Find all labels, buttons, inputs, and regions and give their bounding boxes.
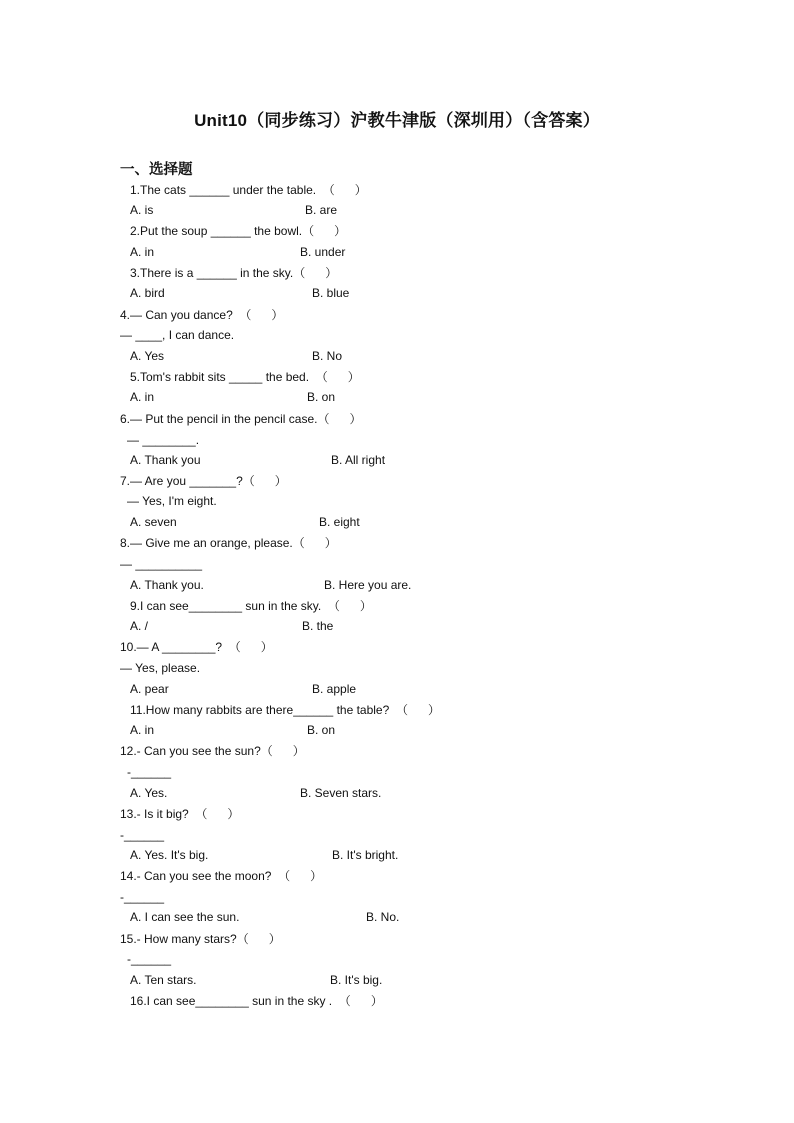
option-a: A. Yes. <box>130 786 168 800</box>
option-a: A. pear <box>130 682 169 696</box>
option-b: B. Seven stars. <box>300 786 382 800</box>
option-b: B. apple <box>312 682 357 696</box>
page-title: Unit10（同步练习）沪教牛津版（深圳用）（含答案） <box>194 111 600 130</box>
option-b: B. blue <box>312 286 350 300</box>
option-a: A. Yes. It's big. <box>130 848 209 862</box>
question-line: 14.- Can you see the moon? （ ） <box>120 869 323 883</box>
question-line: — __________ <box>120 557 203 571</box>
question-line: 5.Tom's rabbit sits _____ the bed. （ ） <box>130 370 360 384</box>
question-line: — Yes, please. <box>120 661 201 675</box>
option-a: A. in <box>130 390 155 404</box>
option-a: A. I can see the sun. <box>130 910 240 924</box>
option-b: B. the <box>302 619 334 633</box>
option-b: B. eight <box>319 515 360 529</box>
question-line: — ________. <box>127 433 200 447</box>
question-line: 9.I can see________ sun in the sky. （ ） <box>130 599 372 613</box>
question-line: 7.— Are you _______?（ ） <box>120 474 287 488</box>
section-heading: 一、选择题 <box>120 162 193 178</box>
option-b: B. It's big. <box>330 973 383 987</box>
question-line: 4.— Can you dance? （ ） <box>120 308 284 322</box>
option-b: B. under <box>300 245 346 259</box>
question-line: 6.— Put the pencil in the pencil case.（ ） <box>120 412 362 426</box>
option-a: A. Yes <box>130 349 165 363</box>
option-a: A. is <box>130 203 154 217</box>
question-line: 13.- Is it big? （ ） <box>120 807 240 821</box>
option-a: A. / <box>130 619 149 633</box>
option-b: B. Here you are. <box>324 578 412 592</box>
option-b: B. It's bright. <box>332 848 399 862</box>
question-line: 2.Put the soup ______ the bowl.（ ） <box>130 224 347 238</box>
question-line: 12.- Can you see the sun?（ ） <box>120 744 305 758</box>
question-line: 15.- How many stars?（ ） <box>120 932 281 946</box>
question-line: 11.How many rabbits are there______ the table? （ ） <box>130 703 440 717</box>
option-a: A. bird <box>130 286 165 300</box>
question-line: 8.— Give me an orange, please.（ ） <box>120 536 337 550</box>
option-b: B. on <box>307 723 336 737</box>
question-line: 3.There is a ______ in the sky.（ ） <box>130 266 338 280</box>
question-line: — ____, I can dance. <box>120 328 235 342</box>
option-a: A. Ten stars. <box>130 973 197 987</box>
option-a: A. Thank you. <box>130 578 204 592</box>
option-a: A. Thank you <box>130 453 201 467</box>
option-a: A. in <box>130 723 155 737</box>
option-b: B. All right <box>331 453 386 467</box>
question-line: -______ <box>127 765 172 779</box>
question-line: — Yes, I'm eight. <box>127 494 217 508</box>
question-line: 16.I can see________ sun in the sky . （ ） <box>130 994 383 1008</box>
question-line: -______ <box>120 828 165 842</box>
question-line: 1.The cats ______ under the table. （ ） <box>130 183 367 197</box>
question-line: -______ <box>127 952 172 966</box>
question-line: -______ <box>120 890 165 904</box>
option-b: B. on <box>307 390 336 404</box>
question-line: 10.— A ________? （ ） <box>120 640 273 654</box>
option-a: A. in <box>130 245 155 259</box>
option-b: B. No. <box>366 910 400 924</box>
option-b: B. No <box>312 349 343 363</box>
option-a: A. seven <box>130 515 177 529</box>
option-b: B. are <box>305 203 338 217</box>
